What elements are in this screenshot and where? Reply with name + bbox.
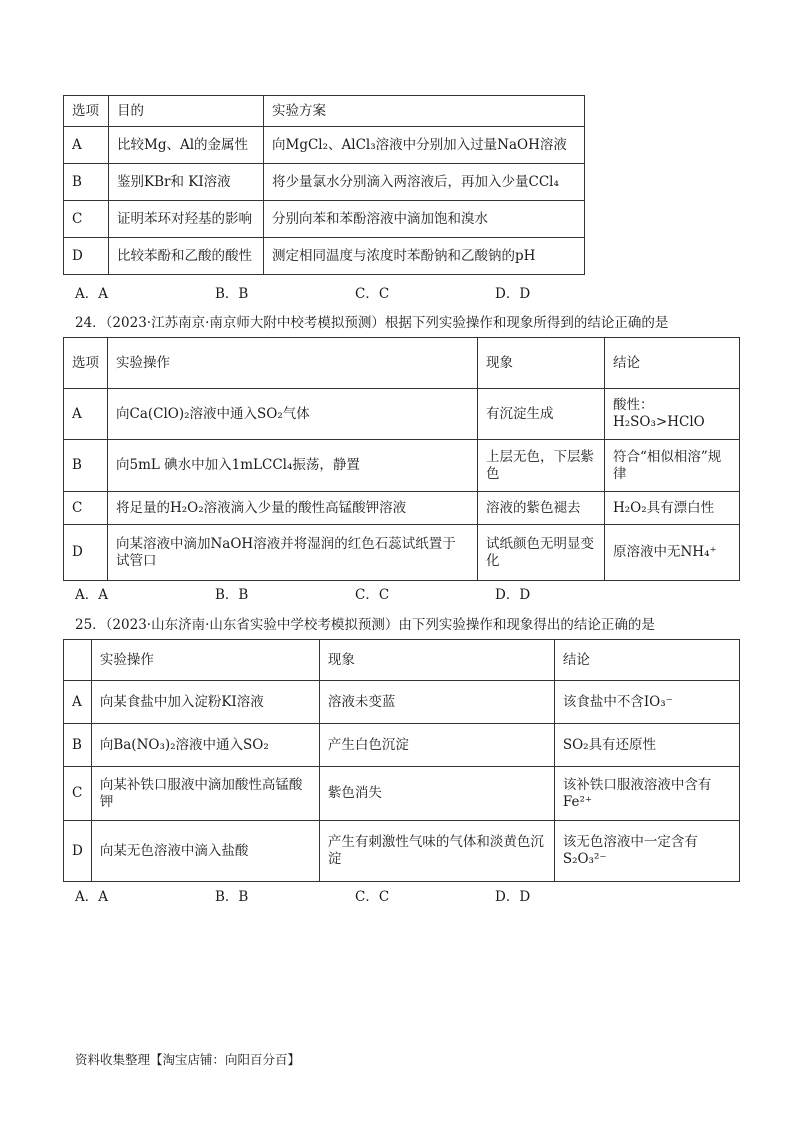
header-cell: 现象 [319, 640, 554, 681]
purpose-cell: 比较苯酚和乙酸的酸性 [109, 238, 264, 275]
conclusion-cell: SO₂具有还原性 [554, 724, 739, 767]
conclusion-cell: H₂O₂具有漂白性 [605, 492, 740, 525]
header-cell: 实验方案 [264, 96, 585, 127]
conclusion-cell: 符合“相似相溶”规律 [605, 440, 740, 492]
option-cell: D [64, 238, 109, 275]
phenomenon-cell: 溶液的紫色褪去 [478, 492, 605, 525]
option-a[interactable]: A．A [75, 889, 108, 905]
conclusion-cell: 原溶液中无NH₄⁺ [605, 525, 740, 581]
option-d[interactable]: D．D [495, 889, 531, 905]
purpose-cell: 证明苯环对羟基的影响 [109, 201, 264, 238]
option-cell: B [64, 164, 109, 201]
header-cell: 现象 [478, 338, 605, 389]
question-24-text: 24．（2023·江苏南京·南京师大附中校考模拟预测）根据下列实验操作和现象所得到的结论正确的是 [75, 315, 669, 331]
conclusion-cell: 酸性：H₂SO₃>HClO [605, 389, 740, 440]
plan-cell: 将少量氯水分别滴入两溶液后，再加入少量CCl₄ [264, 164, 585, 201]
header-cell: 选项 [64, 338, 108, 389]
answer-options-25 [75, 885, 675, 905]
phenomenon-cell: 上层无色，下层紫色 [478, 440, 605, 492]
operation-cell: 向某无色溶液中滴入盐酸 [91, 821, 319, 882]
option-b[interactable]: B．B [215, 587, 249, 603]
option-cell: A [64, 389, 108, 440]
option-cell: D [64, 821, 92, 882]
operation-cell: 将足量的H₂O₂溶液滴入少量的酸性高锰酸钾溶液 [108, 492, 478, 525]
operation-cell: 向某补铁口服液中滴加酸性高锰酸钾 [91, 767, 319, 821]
option-a[interactable]: A．A [75, 286, 108, 302]
option-cell: A [64, 127, 109, 164]
question-24-table [63, 337, 740, 581]
option-cell: B [64, 724, 92, 767]
phenomenon-cell: 产生白色沉淀 [319, 724, 554, 767]
answer-options-23 [75, 282, 675, 302]
answer-options-24 [75, 583, 675, 603]
conclusion-cell: 该补铁口服液溶液中含有Fe²⁺ [554, 767, 739, 821]
option-c[interactable]: C．C [355, 587, 390, 603]
operation-cell: 向Ba(NO₃)₂溶液中通入SO₂ [91, 724, 319, 767]
header-cell: 目的 [109, 96, 264, 127]
option-d[interactable]: D．D [495, 587, 531, 603]
conclusion-cell: 该食盐中不含IO₃⁻ [554, 681, 739, 724]
phenomenon-cell: 有沉淀生成 [478, 389, 605, 440]
option-c[interactable]: C．C [355, 286, 390, 302]
plan-cell: 向MgCl₂、AlCl₃溶液中分别加入过量NaOH溶液 [264, 127, 585, 164]
header-cell: 实验操作 [108, 338, 478, 389]
option-b[interactable]: B．B [215, 889, 249, 905]
question-23-table [63, 95, 585, 275]
option-cell: B [64, 440, 108, 492]
operation-cell: 向某溶液中滴加NaOH溶液并将湿润的红色石蕊试纸置于试管口 [108, 525, 478, 581]
footer-note: 资料收集整理【淘宝店铺：向阳百分百】 [75, 1052, 301, 1067]
purpose-cell: 鉴别KBr和 KI溶液 [109, 164, 264, 201]
operation-cell: 向Ca(ClO)₂溶液中通入SO₂气体 [108, 389, 478, 440]
operation-cell: 向某食盐中加入淀粉KI溶液 [91, 681, 319, 724]
option-cell: C [64, 201, 109, 238]
header-cell: 结论 [554, 640, 739, 681]
option-cell: A [64, 681, 92, 724]
header-cell: 实验操作 [91, 640, 319, 681]
phenomenon-cell: 试纸颜色无明显变化 [478, 525, 605, 581]
header-cell: 结论 [605, 338, 740, 389]
option-a[interactable]: A．A [75, 587, 108, 603]
phenomenon-cell: 溶液未变蓝 [319, 681, 554, 724]
operation-cell: 向5mL 碘水中加入1mLCCl₄振荡，静置 [108, 440, 478, 492]
phenomenon-cell: 产生有刺激性气味的气体和淡黄色沉淀 [319, 821, 554, 882]
plan-cell: 测定相同温度与浓度时苯酚钠和乙酸钠的pH [264, 238, 585, 275]
option-cell: D [64, 525, 108, 581]
plan-cell: 分别向苯和苯酚溶液中滴加饱和溴水 [264, 201, 585, 238]
purpose-cell: 比较Mg、Al的金属性 [109, 127, 264, 164]
option-d[interactable]: D．D [495, 286, 531, 302]
conclusion-cell: 该无色溶液中一定含有S₂O₃²⁻ [554, 821, 739, 882]
option-c[interactable]: C．C [355, 889, 390, 905]
header-cell [64, 640, 92, 681]
option-b[interactable]: B．B [215, 286, 249, 302]
option-cell: C [64, 492, 108, 525]
option-cell: C [64, 767, 92, 821]
question-25-text: 25．（2023·山东济南·山东省实验中学校考模拟预测）由下列实验操作和现象得出的结论正确的是 [75, 617, 655, 633]
question-25-table [63, 639, 740, 882]
header-cell: 选项 [64, 96, 109, 127]
phenomenon-cell: 紫色消失 [319, 767, 554, 821]
